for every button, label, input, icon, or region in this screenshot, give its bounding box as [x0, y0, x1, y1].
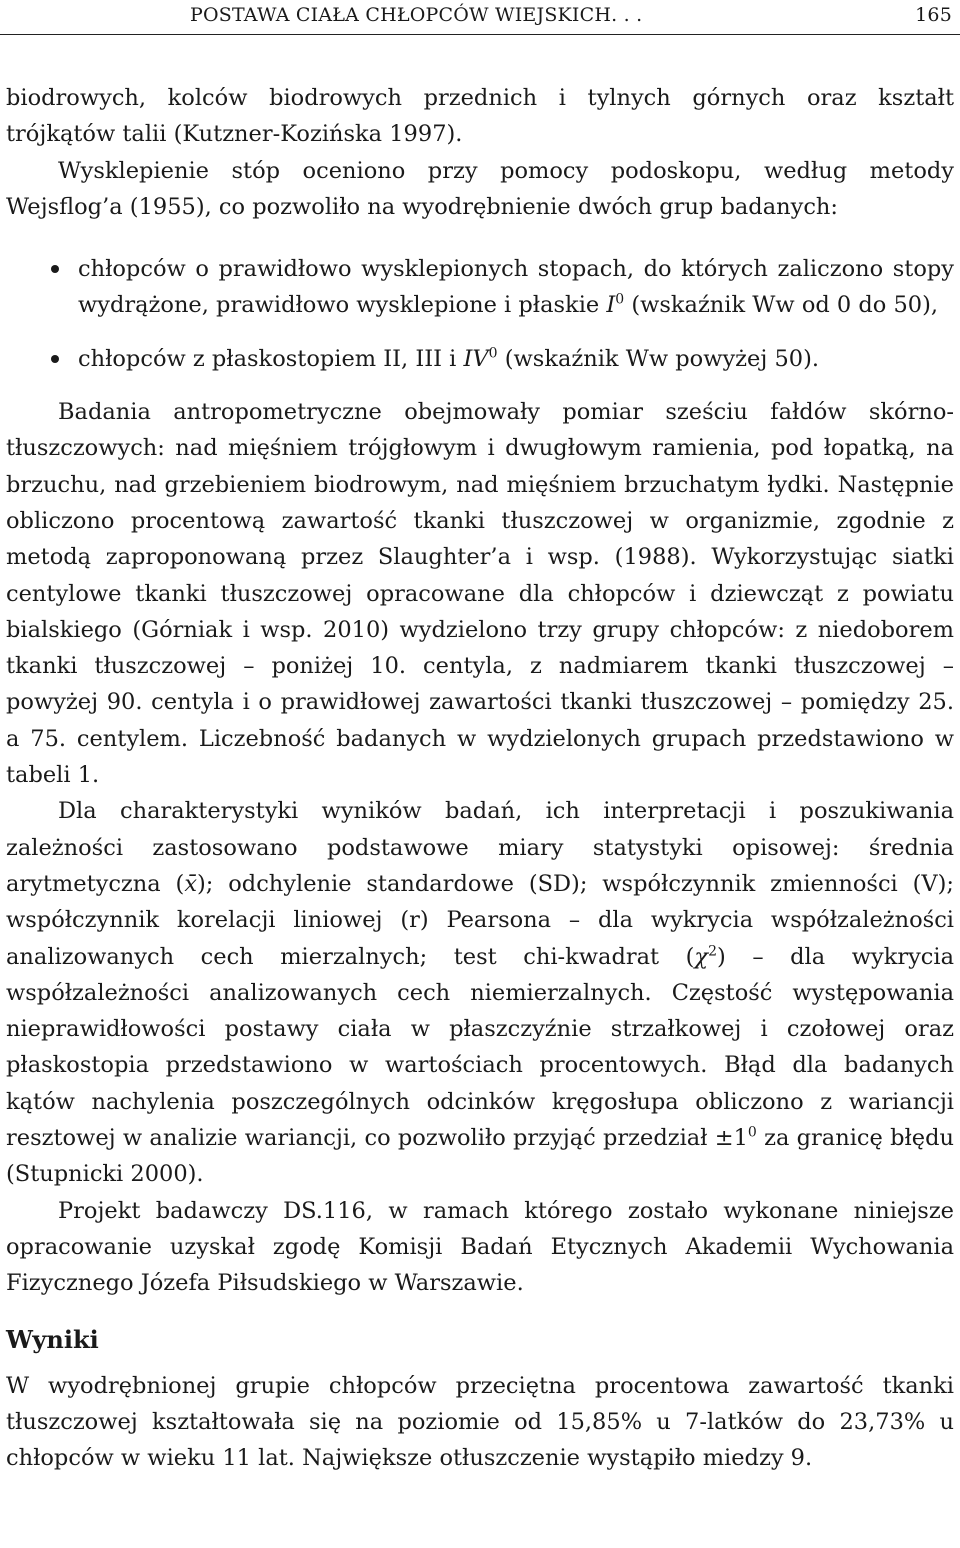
list-item: chłopców z płaskostopiem II, III i $IV^0$ (wskaźnik Ww powyżej 50). [6, 341, 954, 377]
running-header [0, 0, 960, 35]
paragraph-anthropometry: Badania antropometryczne obejmowały pomiar sześciu fałdów skórno-tłuszczowych: nad mięśniem trójgłowym i dwugłowym ramienia, pod łopatką, na brzuchu, nad grzebieniem biodrowym, nad mięśniem brzuchatym łydki. Następnie obliczono procentową zawartość tkanki tłuszczowej w organizmie, zgodnie z metodą zaproponowaną przez Slaughter’a i wsp. (1988). Wykorzystując siatki centylowe tkanki tłuszczowej opracowane dla chłopców i dziewcząt z powiatu bialskiego (Górniak i wsp. 2010) wydzielono trzy grupy chłopców: z niedoborem tkanki tłuszczowej – poniżej 10. centyla, z nadmiarem tkanki tłuszczowej – powyżej 90. centyla i o prawidłowej zawartości tkanki tłuszczowej – pomiędzy 25. a 75. centylem. Liczebność badanych w wydzielonych grupach przedstawiono w tabeli 1. [6, 399, 954, 789]
bullet-dot [51, 265, 59, 273]
page-number: 165 [915, 4, 952, 26]
math-symbol: x̄ [184, 870, 198, 897]
group-list [6, 251, 954, 377]
paragraph-ethics: Projekt badawczy DS.116, w ramach którego zostało wykonane niniejsze opracowanie uzyskał zgodę Komisji Badań Etycznych Akademii Wychowania Fizycznego Józefa Piłsudskiego w Warszawie. [6, 1197, 954, 1297]
section-heading: Wyniki [6, 1324, 99, 1354]
math-symbol: χ [694, 943, 709, 970]
article-body [6, 80, 954, 1477]
bullet-dot [51, 355, 59, 363]
paragraph-results: W wyodrębnionej grupie chłopców przeciętna procentowa zawartość tkanki tłuszczowej kształtowała się na poziomie od 15,85% u 7-latków do 23,73% u chłopców w wieku 11 lat. Największe otłuszczenie wystąpiło miedzy 9. [6, 1372, 954, 1472]
list-item: chłopców o prawidłowo wysklepionych stopach, do których zaliczono stopy wydrążone, prawidłowo wysklepione i płaskie $I^0$ (wskaźnik Ww od 0 do 50), [6, 251, 954, 324]
paragraph-foot-arch: Wysklepienie stóp oceniono przy pomocy podoskopu, według metody Wejsflog’a (1955), co pozwoliło na wyodrębnienie dwóch grup badanych: [6, 157, 954, 220]
paragraph-statistics: Dla charakterystyki wyników badań, ich interpretacji i poszukiwania zależności zastosowano podstawowe miary statystyki opisowej: średnia arytmetyczna (x̄); odchylenie standardowe (SD); współczynnik zmienności (V); współczynnik korelacji liniowej (r) Pearsona – dla wykrycia współzależności analizowanych cech mierzalnych; test chi-kwadrat $(\chi^2)$ – dla wykrycia współzależności analizowanych cech niemierzalnych. Częstość występowania nieprawidłowości postawy ciała w płaszczyźnie strzałkowej i czołowej oraz płaskostopia przedstawiono w wartościach procentowych. Błąd dla badanych kątów nachylenia poszczególnych odcinków kręgosłupa obliczono z wariancji resztowej w analizie wariancji, co pozwoliło przyjąć przedział $\pm 1^0$ za granicę błędu (Stupnicki 2000). [6, 798, 955, 1188]
paragraph-continuation: biodrowych, kolców biodrowych przednich i tylnych górnych oraz kształt trójkątów talii (Kutzner-Kozińska 1997). [6, 85, 954, 148]
math-symbol: I [606, 292, 616, 319]
math-symbol: IV [463, 345, 489, 372]
running-title: POSTAWA CIAŁA CHŁOPCÓW WIEJSKICH. . . [190, 4, 643, 26]
